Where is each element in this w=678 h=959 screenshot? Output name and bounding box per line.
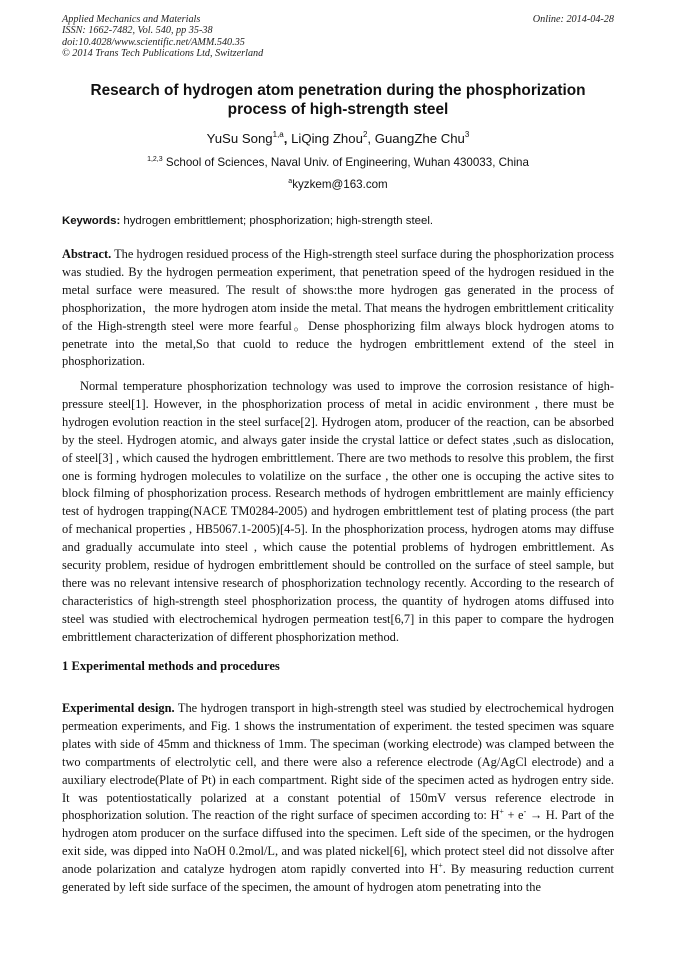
- superscript: -: [523, 807, 527, 817]
- author-name: YuSu Song: [206, 131, 273, 146]
- section-heading: 1 Experimental methods and procedures: [62, 659, 280, 673]
- superscript: +: [438, 861, 443, 871]
- doi-line: doi:10.4028/www.scientific.net/AMM.540.35: [62, 36, 245, 48]
- abstract-text: The hydrogen residued process of the High-strength steel surface during the phosphorization process was studied. By the hydrogen permeation experiment, that penetration speed of the hydrogen residued in the metal surface were measured. The result of shows:the more hydrogen gas generated in the process of phosphorization，the more hydrogen atom inside the metal. That means the hydrogen embrittlement criticality of the High-strength steel were more fearful。Dense phosphorizing film always block hydrogen atoms to penetrate into the metal,So that cuold to reduce the hydrogen embrittlement extend of the steel in phosphorization.: [62, 247, 614, 369]
- email-address: kyzkem@163.com: [292, 178, 388, 191]
- email-superscript: a: [288, 178, 293, 185]
- body-text: → H. Part of the hydrogen atom producer on the surface diffused into the specimen. Left side of the specimen, or the hydrogen exit side, was dipped into NaOH 0.2mol/L, and was plated nickel[6], which protect steel did not dissolve after anode polarization and catalyze hydrogen atom rapidly converted into H: [62, 808, 614, 877]
- journal-name: Applied Mechanics and Materials: [62, 14, 201, 25]
- issn-line: ISSN: 1662-7482, Vol. 540, pp 35-38: [62, 25, 213, 37]
- email-line: [62, 178, 614, 192]
- body-text: . By measuring reduction current generated by left side surface of the specimen, the amount of hydrogen atom penetrating into the: [62, 862, 614, 895]
- affiliation-text: School of Sciences, Naval Univ. of Engineering, Wuhan 430033, China: [162, 156, 529, 169]
- paper-title: Research of hydrogen atom penetration during the phosphorization process of high-strength steel: [90, 82, 586, 118]
- experimental-design-paragraph: [62, 700, 614, 897]
- keywords: [62, 214, 614, 228]
- abstract: [62, 246, 614, 371]
- superscript: +: [499, 807, 504, 817]
- copyright-line: © 2014 Trans Tech Publications Ltd, Switzerland: [62, 48, 264, 60]
- journal-header: [62, 14, 614, 60]
- intro-paragraph: Normal temperature phosphorization technology was used to improve the corrosion resistance of high-pressure steel[1]. However, in the phosphorization process of metal in acidic environment , there must be hydrogen evolution reaction in the steel surface[2]. Hydrogen atom, producer of the reaction, can be absorbed by the steel. Hydrogen atomic, and always gater inside the crystal lattice or defect states ,such as dislocation, of steel[3] , which caused the hydrogen embrittlement. There are two methods to resolve this problem, the first one is forming hydrogen molecules to volatilize on the surface , the other one is occuping the active sites to block filming of phosphorization process. Research methods of hydrogen embrittlement are mainly efficiency test of hydrogen trapping(NACE TM0284-2005) and hydrogen embrittlement test of plating process (the part of mechanical properties , HB5067.1-2005)[4-5]. In the phosphorization process, hydrogen atoms may diffuse and gradually accumulate into steel , which cause the potential problems of hydrogen embrittlement. As security problem, residue of hydrogen embrittlement should be controlled on the surface of steel sample, but there was no relevant intensive research of phosphorization technology recently. According to the research of characteristics of high-strength steel phosphorization process, the quantity of hydrogen atoms diffused into steel was studied with electrochemical hydrogen permeation test[6,7] in this paper to compare the hydrogen embrittlement characterization of different phosphorization method.: [62, 379, 614, 644]
- keywords-text: hydrogen embrittlement; phosphorization; high-strength steel.: [120, 215, 434, 227]
- author-name: GuangZhe Chu: [374, 131, 465, 146]
- keywords-label: Keywords:: [62, 215, 121, 227]
- author-superscript: 2: [362, 130, 368, 139]
- body-text: + e: [503, 808, 524, 823]
- experimental-design-label: Experimental design.: [62, 701, 175, 715]
- abstract-label: Abstract.: [62, 247, 112, 261]
- affiliation: [62, 156, 614, 170]
- author-name: LiQing Zhou: [291, 131, 363, 146]
- online-date: Online: 2014-04-28: [532, 14, 614, 25]
- author-superscript: 3: [464, 130, 470, 139]
- author-superscript: 1,a: [272, 130, 284, 139]
- affiliation-superscript: 1,2,3: [147, 156, 163, 163]
- body-text: The hydrogen transport in high-strength steel was studied by electrochemical hydrogen permeation experiments, and Fig. 1 shows the instrumentation of experiment. the tested specimen was square plates with side of 45mm and thickness of 1mm. The speciman (working electrode) was clamped between the two compartments of electrolytic cell, and there were also a reference electrode (Ag/AgCl electrode) and a auxiliary electrode(Plate of Pt) in each compartment. Right side of the specimen acted as hydrogen entry side. It was potentiostatically polarized at a constant potential of 150mV versus reference electrode in phosphorization solution. The reaction of the right surface of specimen according to: H: [62, 701, 614, 823]
- author-list: YuSu Song$^{1,a}$, LiQing Zhou$^2$, GuangZhe Chu$^3$: [206, 130, 470, 146]
